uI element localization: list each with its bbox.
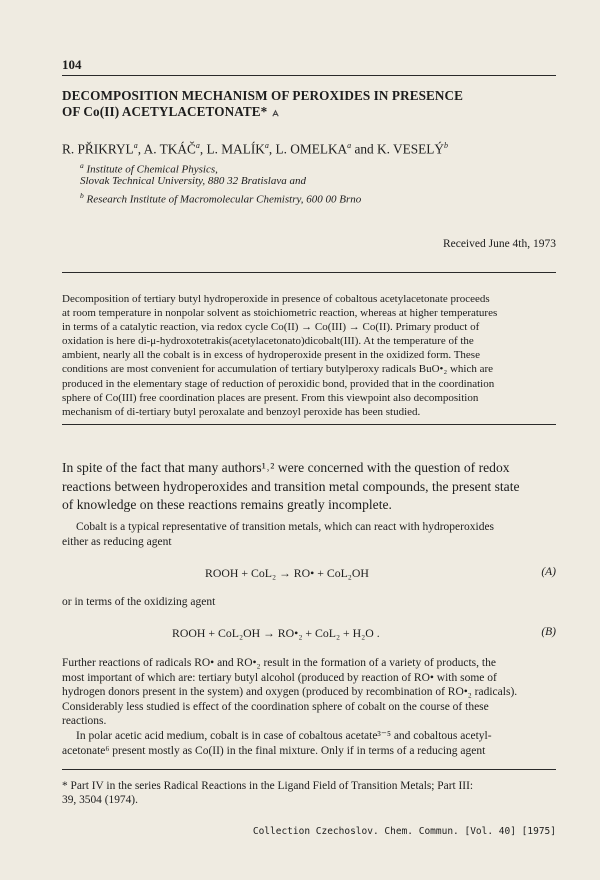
equation-b-label: (B) bbox=[541, 626, 556, 638]
author-initial: R. P bbox=[62, 141, 85, 157]
author-surname: ALÍK bbox=[233, 141, 265, 157]
abstract-line: Decomposition of tertiary butyl hydroperoxide in presence of cobaltous acetylacetonate proceeds bbox=[62, 293, 490, 305]
abstract-line: at room temperature in nonpolar solvent as stoichiometric reaction, whereas at higher temperatures bbox=[62, 307, 498, 320]
body-paragraph bbox=[62, 729, 556, 758]
author-affil-mark: a bbox=[195, 141, 200, 150]
footnote-rule bbox=[62, 769, 556, 770]
body-line: In polar acetic acid medium, cobalt is in case of cobaltous acetate³⁻⁵ and cobaltous acetyl- bbox=[76, 730, 492, 742]
title-line: OF Co(II) ACETYLACETONATE* bbox=[62, 104, 268, 119]
author-initial: L. M bbox=[206, 141, 234, 157]
abstract-line: conditions are most convenient for accumulation of tertiary butylperoxy radicals BuO•₂ which are bbox=[62, 363, 494, 376]
affiliation-text: Research Institute of Macromolecular Chemistry, 600 00 Brno bbox=[86, 193, 362, 206]
author-conjunction: and bbox=[354, 141, 374, 157]
footnote-line: 39, 3504 (1974). bbox=[62, 794, 138, 807]
body-line: Cobalt is a typical representative of transition metals, which can react with hydroperoxides bbox=[76, 521, 495, 533]
abstract-line: oxidation is here di-μ-hydroxotetrakis(acetylacetonato)dicobalt(III). At the temperature of the bbox=[62, 335, 474, 348]
body-line: reactions. bbox=[62, 715, 107, 728]
intro-line: In spite of the fact that many authors¹˒² were concerned with the question of redox bbox=[62, 460, 510, 475]
body-paragraph bbox=[62, 520, 556, 549]
abstract-line: mechanism of di-tertiary butyl peroxalate and benzoyl peroxide has been studied. bbox=[62, 405, 421, 418]
body-line: or in terms of the oxidizing agent bbox=[62, 596, 216, 608]
affiliation-mark: a bbox=[80, 161, 84, 170]
body-paragraph bbox=[62, 656, 556, 729]
affiliation-mark: b bbox=[80, 191, 84, 200]
body-line: acetonate⁶ present mostly as Co(II) in the final mixture. Only if in terms of a reducing agent bbox=[62, 744, 486, 757]
author-initial: L. O bbox=[275, 141, 300, 157]
abstract-top-rule bbox=[62, 272, 556, 273]
footnote-line: * Part IV in the series Radical Reactions in the Ligand Field of Transition Metals; Part III: bbox=[62, 780, 474, 792]
abstract bbox=[62, 292, 556, 419]
equation-a-label: (A) bbox=[541, 566, 556, 578]
received-date: Received June 4th, 1973 bbox=[442, 238, 556, 250]
footnote bbox=[62, 779, 556, 808]
affiliation-line bbox=[80, 174, 306, 188]
ink-mark-icon bbox=[271, 109, 280, 118]
journal-footer: Collection Czechoslov. Chem. Commun. [Vol. 40] [1975] bbox=[252, 826, 556, 837]
author-affil-mark: a bbox=[133, 141, 138, 150]
abstract-line: produced in the elementary stage of reduction of peroxidic bond, provided that in the coordination bbox=[62, 377, 495, 390]
abstract-line: in terms of a catalytic reaction, via redox cycle Co(II) → Co(III) → Co(II). Primary product of bbox=[62, 321, 480, 334]
body-line: Further reactions of radicals RO• and RO•₂ result in the formation of a variety of products, the bbox=[62, 657, 496, 669]
equation-b: ROOH + CoL₂OH → RO•₂ + CoL₂ + H₂O . bbox=[172, 626, 380, 640]
title-line: DECOMPOSITION MECHANISM OF PEROXIDES IN PRESENCE bbox=[62, 88, 464, 103]
body-line: either as reducing agent bbox=[62, 535, 172, 548]
author-affil-mark: a bbox=[264, 141, 269, 150]
abstract-line: ambient, nearly all the cobalt is in excess of hydroperoxide present in the oxidized form. These bbox=[62, 349, 480, 362]
author-initial: A. T bbox=[143, 141, 168, 157]
affiliation-text: Slovak Technical University, 880 32 Bratislava and bbox=[80, 175, 306, 187]
author-surname: ESELÝ bbox=[402, 141, 445, 157]
author-list: R. PŘIKRYL$^a$, A. TKÁČ$^a$, L. MALÍK$^a$, L. OMELKA$^a$ and K. VESELÝ$^b$ bbox=[62, 141, 449, 157]
author-affil-mark: a bbox=[347, 141, 352, 150]
body-line: most important of which are: tertiary butyl alcohol (produced by reaction of RO• with some of bbox=[62, 671, 497, 684]
body-line: hydrogen donors present in the system) and oxygen (produced by recombination of RO•₂ radicals). bbox=[62, 686, 518, 699]
abstract-bottom-rule bbox=[62, 424, 556, 425]
page-number: 104 bbox=[62, 57, 82, 72]
intro-line: reactions between hydroperoxides and transition metal compounds, the present state bbox=[62, 478, 520, 494]
equation-a: ROOH + CoL₂ → RO• + CoL₂OH bbox=[205, 566, 369, 580]
author-surname: ŘIKRYL bbox=[84, 141, 134, 157]
author-initial: K. V bbox=[377, 141, 403, 157]
author-surname: KÁČ bbox=[167, 141, 196, 157]
author-affil-mark: b bbox=[444, 141, 449, 150]
article-title bbox=[62, 88, 542, 120]
affiliation-line bbox=[80, 189, 361, 207]
intro-line: of knowledge on these reactions remains greatly incomplete. bbox=[62, 497, 392, 512]
header-rule bbox=[62, 75, 556, 76]
abstract-line: sphere of Co(III) free coordination places are present. From this viewpoint also decomposition bbox=[62, 391, 479, 404]
intro-paragraph bbox=[62, 459, 556, 515]
author-surname: MELKA bbox=[299, 141, 348, 157]
affiliation-text: Institute of Chemical Physics, bbox=[86, 163, 218, 176]
body-line: Considerably less studied is effect of the coordination sphere of cobalt on the course of these bbox=[62, 700, 489, 713]
